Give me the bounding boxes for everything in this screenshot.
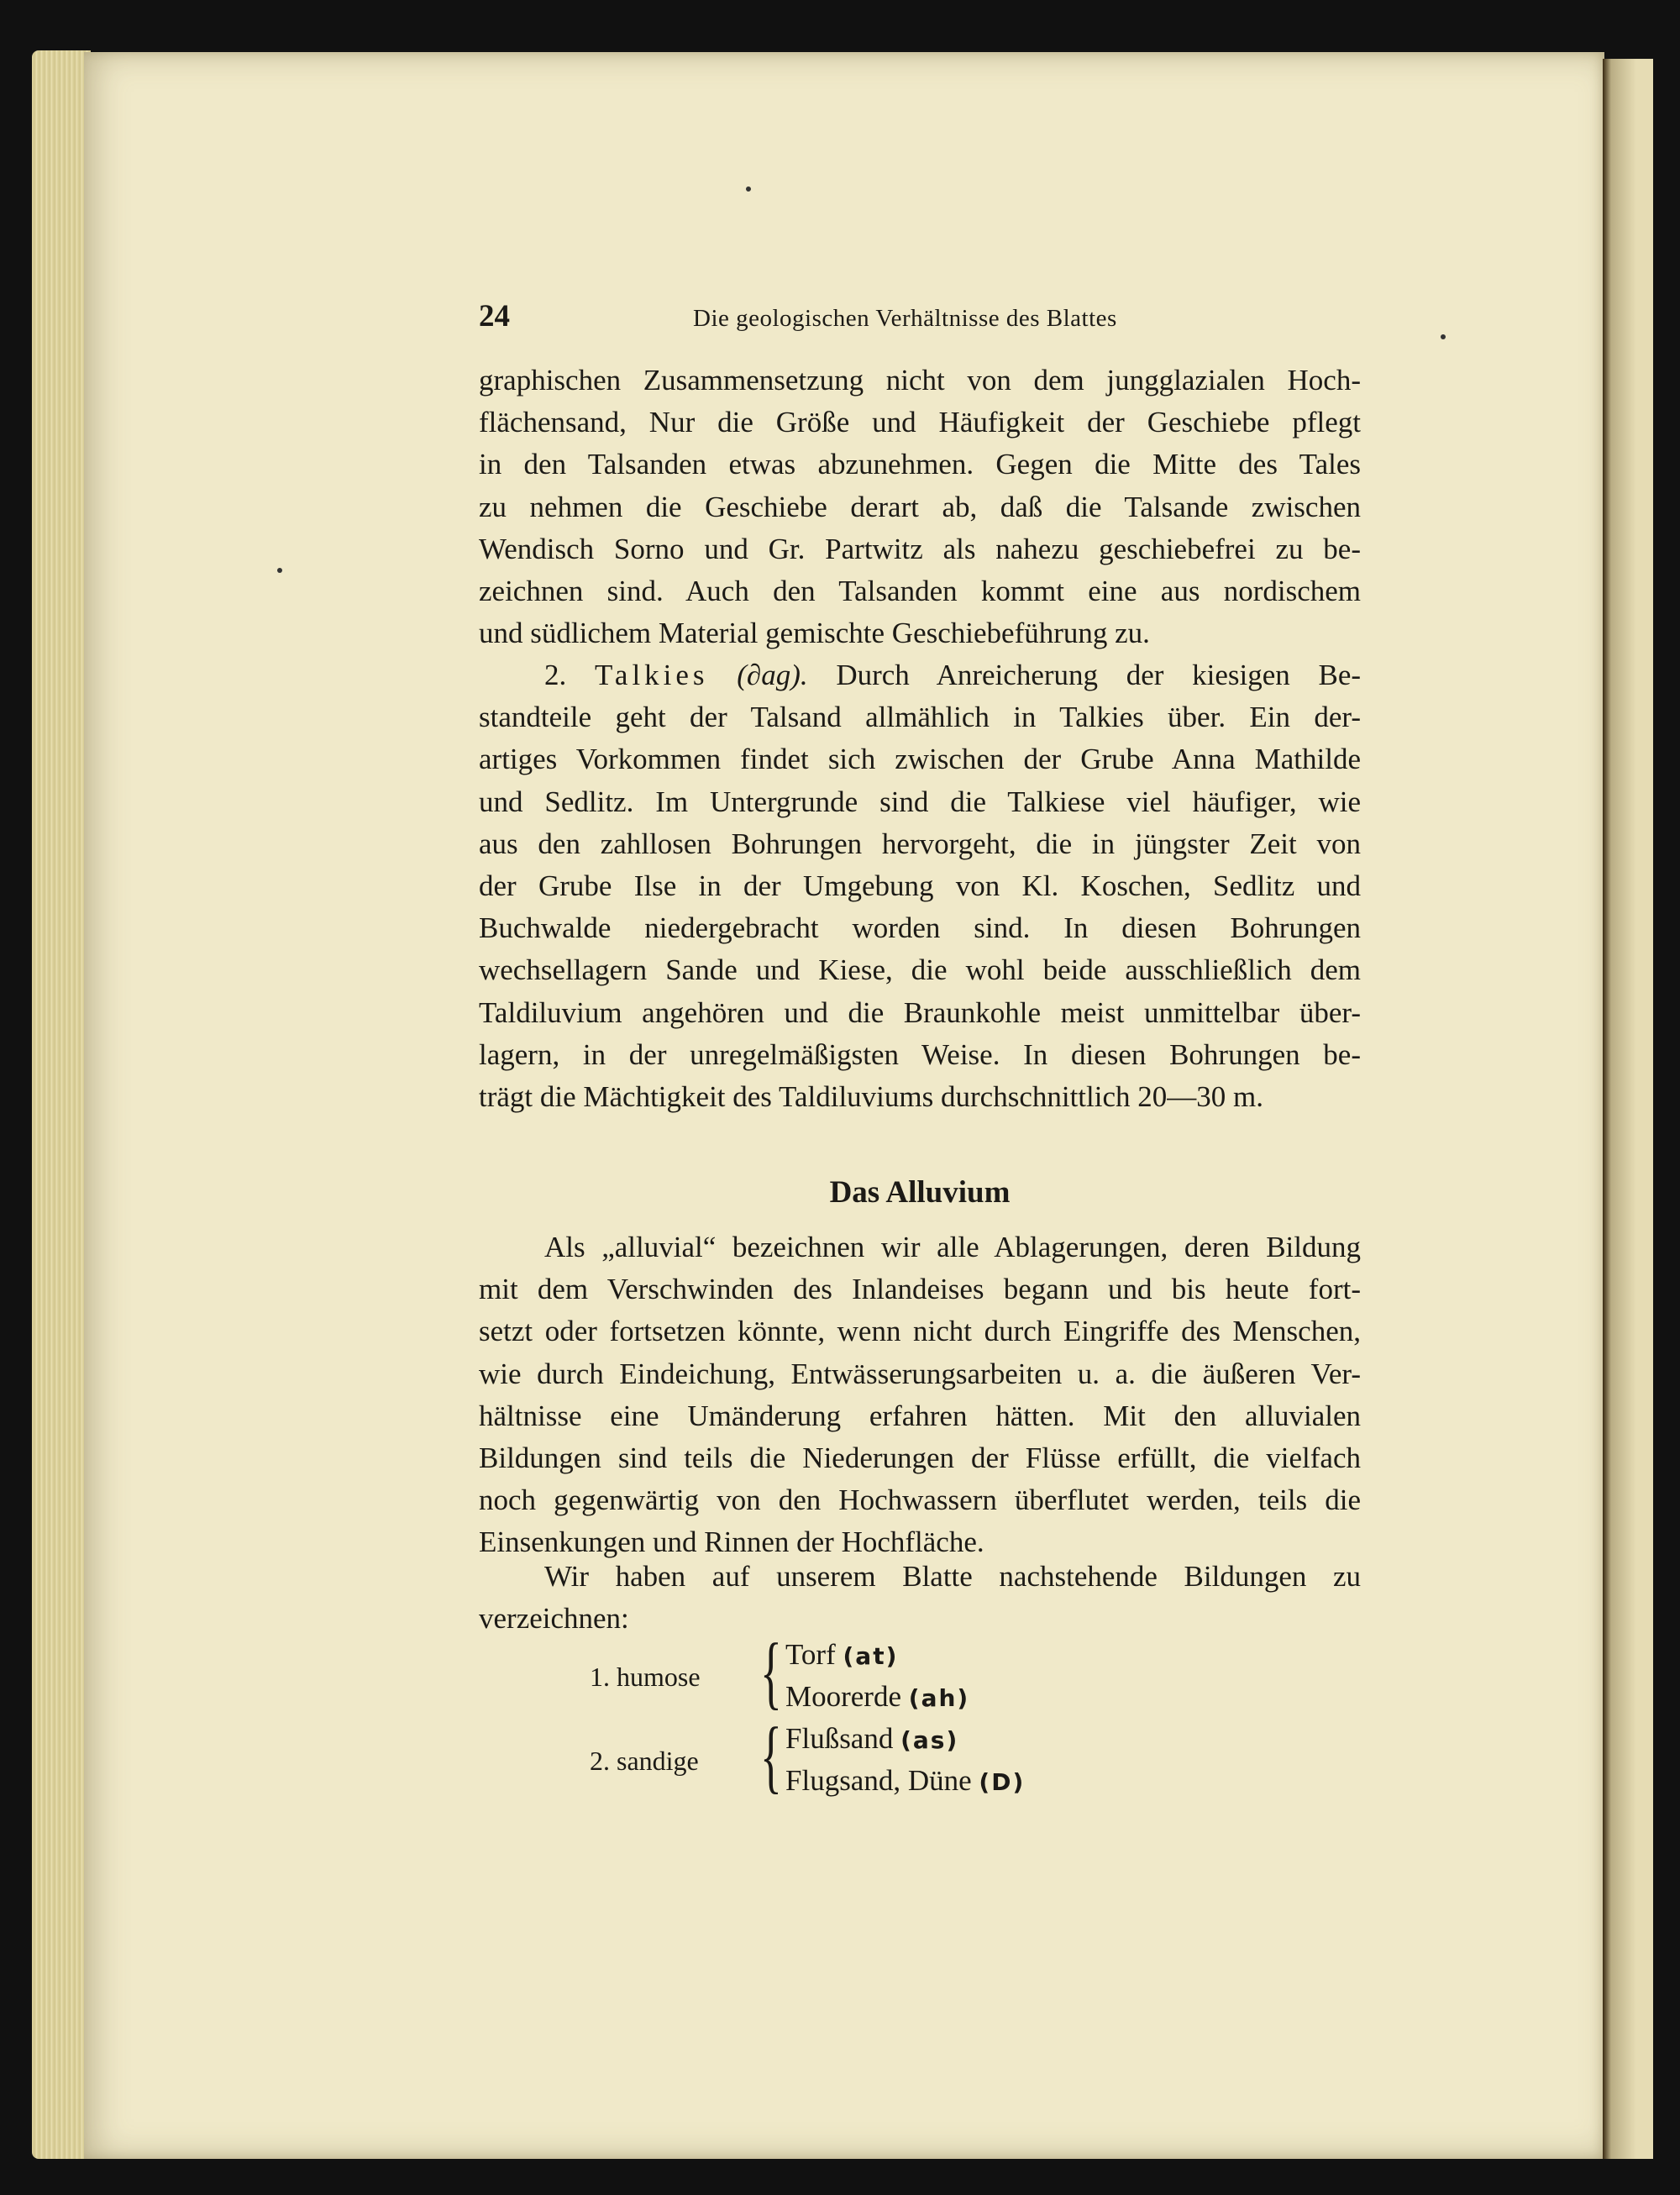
text-line: wie durch Eindeichung, Entwässerungsarbeiten u. a. die äußeren Ver- — [479, 1357, 1361, 1390]
text-line: Taldiluvium angehören und die Braunkohle meist unmittelbar über- — [479, 995, 1361, 1029]
book-spine — [1603, 59, 1653, 2159]
text-line: graphischen Zusammensetzung nicht von dem jungglazialen Hoch- — [479, 364, 1361, 396]
paragraph-bildungen — [479, 1556, 1361, 1640]
list-item: Moorerde (ah) — [785, 1680, 970, 1713]
page-number: 24 — [479, 299, 510, 333]
term-talkies: Talkies — [594, 659, 709, 691]
curly-brace: { — [760, 1627, 782, 1718]
text-line: setzt oder fortsetzen könnte, wenn nicht durch Eingriffe des Menschen, — [479, 1315, 1361, 1348]
book-page-edges — [32, 50, 91, 2159]
paragraph-alluvium — [479, 1226, 1361, 1564]
list-item: Flugsand, Düne (D) — [785, 1764, 1026, 1797]
map-abbreviation: (D) — [979, 1768, 1026, 1796]
paragraph-talsand — [479, 360, 1361, 654]
text-line: und südlichem Material gemischte Geschiebeführung zu. — [479, 617, 1150, 650]
text-line: noch gegenwärtig von den Hochwassern überflutet werden, teils die — [479, 1483, 1361, 1517]
text-line: Wir haben auf unserem Blatte nachstehende Bildungen zu — [544, 1560, 1361, 1593]
text-line: wechsellagern Sande und Kiese, die wohl beide ausschließlich dem — [479, 953, 1361, 987]
group-label-sandige: 2. sandige — [590, 1746, 699, 1776]
curly-brace: { — [760, 1711, 782, 1802]
list-item: Torf (at) — [785, 1638, 899, 1671]
text-line: der Grube Ilse in der Umgebung von Kl. Koschen, Sedlitz und — [479, 869, 1361, 902]
text-line: verzeichnen: — [479, 1602, 629, 1636]
formation-list — [479, 1627, 1361, 1806]
text-line: Buchwalde niedergebracht worden sind. In diesen Bohrungen — [479, 911, 1361, 945]
text-line: zeichnen sind. Auch den Talsanden kommt eine aus nordischem — [479, 574, 1361, 607]
text-line: aus den zahllosen Bohrungen hervorgeht, die in jüngster Zeit von — [479, 827, 1361, 860]
text-line: Bildungen sind teils die Niederungen der Flüsse erfüllt, die vielfach — [479, 1441, 1361, 1474]
text-line: zu nehmen die Geschiebe derart ab, daß die Talsande zwischen — [479, 490, 1361, 523]
text-fragment: Durch Anreicherung der kiesigen Be- — [836, 659, 1362, 691]
map-abbreviation: (at) — [843, 1642, 899, 1670]
text-line: Wendisch Sorno und Gr. Partwitz als nahezu geschiebefrei zu be- — [479, 532, 1361, 565]
text-line: artiges Vorkommen findet sich zwischen der Grube Anna Mathilde — [479, 743, 1361, 776]
map-symbol: (∂ag). — [737, 659, 808, 691]
text-line — [479, 654, 1361, 696]
text-line: trägt die Mächtigkeit des Taldiluviums durchschnittlich 20—30 m. — [479, 1079, 1263, 1113]
text-line: hältnisse eine Umänderung erfahren hätten. Mit den alluvialen — [479, 1399, 1361, 1432]
text-line: in den Talsanden etwas abzunehmen. Gegen die Mitte des Tales — [479, 448, 1361, 481]
group-label-humose: 1. humose — [590, 1662, 701, 1692]
paper-speck — [746, 186, 751, 192]
text-line: flächensand, Nur die Größe und Häufigkeit der Geschiebe pflegt — [479, 406, 1361, 439]
text-line: Als „alluvial“ bezeichnen wir alle Ablagerungen, deren Bildung — [544, 1231, 1361, 1263]
paper-speck — [1441, 334, 1446, 339]
map-abbreviation: (ah) — [908, 1684, 970, 1712]
running-head: Die geologischen Verhältnisse des Blattes — [693, 305, 1117, 332]
text-line: mit dem Verschwinden des Inlandeises begann und bis heute fort- — [479, 1273, 1361, 1306]
section-title: Das Alluvium — [829, 1175, 1011, 1210]
text-line: und Sedlitz. Im Untergrunde sind die Talkiese viel häufiger, wie — [479, 785, 1361, 818]
text-line: Einsenkungen und Rinnen der Hochfläche. — [479, 1525, 984, 1559]
text-line: lagern, in der unregelmäßigsten Weise. In diesen Bohrungen be- — [479, 1037, 1361, 1071]
paper-speck — [277, 568, 282, 573]
text-line: standteile geht der Talsand allmählich in Talkies über. Ein der- — [479, 701, 1361, 734]
list-item: Flußsand (as) — [785, 1722, 959, 1755]
paragraph-number: 2. — [544, 659, 567, 691]
paragraph-talkies — [479, 654, 1361, 1118]
page-header — [479, 298, 1361, 339]
map-abbreviation: (as) — [900, 1726, 959, 1754]
